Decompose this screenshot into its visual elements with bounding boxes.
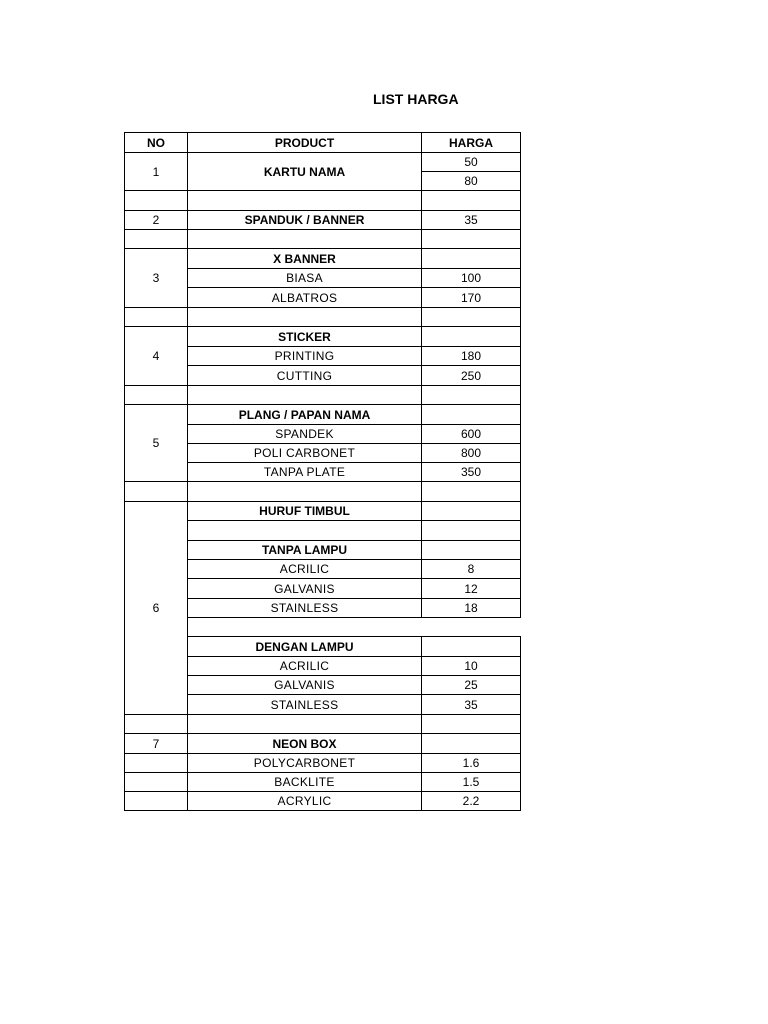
empty-cell [187,520,422,541]
empty-cell [187,714,422,734]
price-cell: 8 [421,559,521,579]
empty-cell [421,481,521,502]
price-cell: 25 [421,675,521,695]
empty-cell [421,190,521,211]
empty-cell [421,733,521,754]
price-cell: 12 [421,578,521,599]
price-cell: 18 [421,598,521,618]
empty-cell [421,540,521,560]
empty-cell [187,229,422,249]
empty-cell [421,229,521,249]
page-title: LIST HARGA [373,91,459,107]
empty-cell [124,753,188,773]
sub-item: ACRYLIC [187,791,422,811]
sub-item: ACRILIC [187,656,422,676]
price-cell: 250 [421,365,521,386]
product-name: NEON BOX [187,733,422,754]
price-cell: 800 [421,443,521,463]
product-name: PLANG / PAPAN NAMA [187,404,422,425]
sub-item: TANPA PLATE [187,462,422,482]
empty-cell [124,481,188,502]
empty-cell [421,385,521,405]
sub-item: ACRILIC [187,559,422,579]
price-cell: 1.5 [421,772,521,792]
empty-cell [421,248,521,269]
price-cell: 100 [421,268,521,288]
empty-cell [187,307,422,327]
price-cell: 1.6 [421,753,521,773]
price-cell: 350 [421,462,521,482]
empty-cell [421,404,521,425]
price-cell: 600 [421,424,521,444]
row-no: 3 [124,248,188,308]
divider [187,617,188,637]
empty-cell [124,307,188,327]
price-cell: 180 [421,346,521,366]
header-no: NO [124,132,188,153]
price-cell: 35 [421,694,521,715]
sub-item: PRINTING [187,346,422,366]
sub-group-label: DENGAN LAMPU [187,636,422,657]
header-harga: HARGA [421,132,521,153]
price-cell: 10 [421,656,521,676]
product-name: SPANDUK / BANNER [187,210,422,230]
sub-item: BACKLITE [187,772,422,792]
sub-item: GALVANIS [187,675,422,695]
row-no: 2 [124,210,188,230]
empty-cell [187,190,422,211]
price-cell: 170 [421,287,521,308]
price-cell: 2.2 [421,791,521,811]
product-name: X BANNER [187,248,422,269]
empty-cell [187,385,422,405]
product-name: HURUF TIMBUL [187,501,422,521]
sub-item: SPANDEK [187,424,422,444]
empty-cell [421,326,521,347]
price-cell: 50 [421,152,521,172]
sub-item: POLI CARBONET [187,443,422,463]
empty-cell [421,501,521,521]
sub-item: STAINLESS [187,694,422,715]
sub-item: BIASA [187,268,422,288]
row-no: 5 [124,404,188,482]
empty-cell [421,520,521,541]
empty-cell [124,714,188,734]
empty-cell [124,772,188,792]
sub-group-label: TANPA LAMPU [187,540,422,560]
empty-cell [187,481,422,502]
empty-cell [124,385,188,405]
sub-item: POLYCARBONET [187,753,422,773]
empty-cell [124,229,188,249]
sub-item: GALVANIS [187,578,422,599]
empty-cell [124,190,188,211]
row-no: 7 [124,733,188,754]
empty-cell [421,307,521,327]
empty-cell [124,791,188,811]
empty-cell [421,714,521,734]
empty-cell [421,636,521,657]
header-product: PRODUCT [187,132,422,153]
sub-item: STAINLESS [187,598,422,618]
row-no: 4 [124,326,188,386]
product-name: STICKER [187,326,422,347]
price-cell: 35 [421,210,521,230]
price-cell: 80 [421,171,521,191]
product-name: KARTU NAMA [187,152,422,191]
row-no: 6 [124,501,188,715]
sub-item: CUTTING [187,365,422,386]
sub-item: ALBATROS [187,287,422,308]
row-no: 1 [124,152,188,191]
